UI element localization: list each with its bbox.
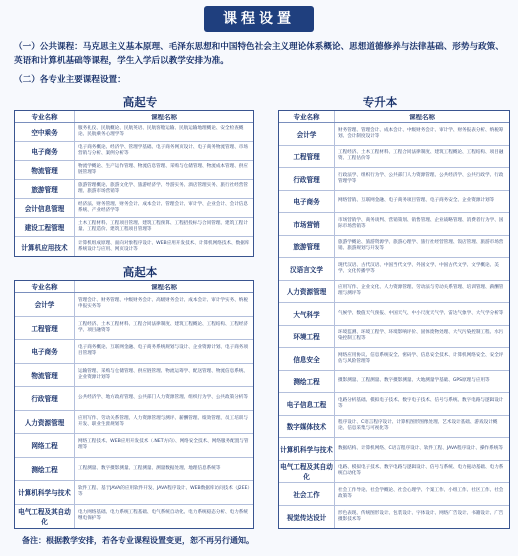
course-list: 物流学概论、生产运作管理、物流信息管理、采购与仓储管理、物流成本管理、供应链管理等: [78, 164, 248, 175]
public-courses-intro: [14, 40, 512, 68]
major-name: 人力资源管理: [15, 411, 75, 434]
table-row: [15, 142, 253, 161]
header-course: 课程名称: [151, 283, 177, 290]
course-list: 经济法、财务管理、财务会计、成本会计、管理会计、审计学、企业会计、会计信息系统、产业经济学等: [78, 202, 248, 213]
major-name: 视觉传达设计: [279, 506, 335, 529]
table-header: [15, 111, 253, 123]
major-name: 行政管理: [279, 168, 335, 190]
table-row: [15, 434, 253, 458]
table-row: [15, 411, 253, 435]
major-name: 物流管理: [15, 364, 75, 387]
course-list: 社会工作导论、社会学概论、社会心理学、个案工作、小组工作、社区工作、社会政策等: [338, 487, 504, 499]
table-row: [279, 461, 509, 484]
course-list: 电子商务概论、互联网金融、电子商务系统规划与设计、企业资源计划、电子商务项目管理等: [78, 345, 248, 357]
course-list: 程序设计、C语言程序设计、计算机图形图像处理、艺术设计基础、游戏设计概论、信息采集与可视化等: [338, 420, 498, 432]
major-name: 信息安全: [279, 348, 335, 370]
major-name: 会计学: [15, 293, 75, 316]
major-name: 电气工程及其自动化: [279, 461, 335, 483]
major-name: 大气科学: [279, 303, 335, 325]
course-list: 财务管理、管理会计、成本会计、中级财务会计、审计学、财务报表分析、纳税筹划、会计制度设计等: [338, 127, 504, 139]
zhuanshengben-table: [278, 110, 510, 529]
gaoqiben-title: 高起本: [122, 265, 158, 279]
table-row: [279, 236, 509, 259]
major-name: 空中乘务: [15, 123, 75, 141]
table-row: [15, 218, 253, 237]
course-list: 工程经济、土木工程材料、工程合同法律制度、建筑工程概论、工程结构、工程经济学、项目融资等: [78, 321, 248, 333]
major-name: 电子商务: [15, 142, 75, 160]
course-list: 数据结构、计算机网络、C语言程序设计、软件工程、JAVA程序设计、操作系统等: [338, 445, 503, 451]
major-name: 电子信息工程: [279, 393, 335, 415]
table-row: [279, 281, 509, 304]
table-row: [279, 438, 509, 461]
course-list: 软件工程、基于JAVA的应用软件开发、JAVA程序设计、WEB数据库访问技术（J2EE）等: [78, 486, 250, 498]
table-row: [15, 458, 253, 482]
major-name: 环境工程: [279, 326, 335, 348]
major-name: 电子商务: [279, 191, 335, 213]
course-list: 网络应用协议、信息系统安全、密码学、信息安全技术、计算机网络安全、安全评估与风险管理等: [338, 352, 504, 364]
major-name: 会计学: [279, 123, 335, 145]
table-row: [279, 213, 509, 236]
major-name: 数字媒体技术: [279, 416, 335, 438]
course-list: 公共经济学、地方政府管理、公共部门人力资源管理、组织行为学、公共政策分析等: [78, 395, 248, 401]
header-course: 课程名称: [151, 113, 177, 120]
course-list: 工程经济、土木工程材料、工程合同法律制度、建筑工程概论、工程结构、项目融资、工程估价等: [338, 150, 504, 162]
header-major: 专业名称: [279, 111, 335, 122]
table-row: [15, 199, 253, 218]
course-list: 电子商务概论、经济学、管理学基础、电子商务网页设计、电子商务物流管理、市场营销与分析、案例分析等: [78, 145, 248, 156]
course-list: 服务礼仪、民航概论、民航英语、民航客舱运输、民航运输地理概论、安全检查概论、民航乘务心理学等: [78, 126, 244, 137]
course-list: 环境监测、环境工程学、环境影响评价、固体废物处理、大气污染控制工程、水污染控制工程等: [338, 330, 504, 342]
course-list: 电路、模拟电子技术、数字电路与逻辑设计、信号与系统、电力拖动基础、电力系统自动化等: [338, 465, 504, 477]
table-row: [279, 416, 509, 439]
table-row: [15, 293, 253, 317]
course-list: 行政法学、组织行为学、公共部门人力资源管理、公共经济学、公共行政学、行政管理学等: [338, 172, 504, 184]
table-header: [15, 281, 253, 293]
major-name: 旅游管理: [15, 180, 75, 198]
header-major: 专业名称: [15, 281, 75, 292]
header-course: 课程名称: [409, 113, 435, 120]
table-row: [15, 340, 253, 364]
major-name: 网络工程: [15, 434, 75, 457]
major-name: 汉语言文学: [279, 258, 335, 280]
table-row: [15, 237, 253, 256]
course-list: 气候学、数值天气预报、中国天气、中小尺度天气学、雷达气象学、大气学分析等: [338, 310, 504, 316]
major-name: 测绘工程: [279, 371, 335, 393]
gaoqizhuan-title: 高起专: [122, 95, 158, 109]
major-name: 工程管理: [15, 317, 75, 340]
header-major: 专业名称: [15, 111, 75, 122]
table-header: [279, 111, 509, 123]
table-row: [279, 168, 509, 191]
gaoqiben-table: [14, 280, 254, 529]
table-row: [279, 191, 509, 214]
course-list: 市场营销学、商务谈判、营销策划、销售管理、企业战略管理、消费者行为学、国际市场营销等: [338, 217, 504, 229]
major-name: 测绘工程: [15, 458, 75, 481]
course-list: 管理会计、财务管理、中级财务会计、高级财务会计、成本会计、审计学实务、纳税申报实务等: [78, 298, 248, 310]
major-name: 社会工作: [279, 483, 335, 505]
major-name: 行政管理: [15, 387, 75, 410]
course-list: 现代汉语、古代汉语、中国当代文学、外国文学、中国古代文学、文学概论、美学、文化传播学等: [338, 262, 499, 274]
table-row: [15, 123, 253, 142]
table-row: [15, 481, 253, 505]
table-row: [15, 387, 253, 411]
gaoqizhuan-table: [14, 110, 254, 257]
major-courses-heading: （二）各专业主要课程设置：: [14, 75, 126, 85]
course-list: 电力网络基础、电力系统工程基础、电气系统自动化、电力系统稳态分析、电力系统继电保护等: [78, 510, 248, 522]
table-row: [279, 258, 509, 281]
course-list: 运输管理、采购与仓储管理、供应链管理、物流运筹学、配送管理、物流信息系统、企业资源计划等: [78, 368, 248, 380]
table-row: [279, 303, 509, 326]
table-row: [15, 180, 253, 199]
public-courses-text: 马克思主义基本原理、毛泽东思想和中国特色社会主义理论体系概论、思想道德修养与法律基础、形势与政策、英语和计算机基础等课程，学生入学后以教学安排为准。: [14, 42, 504, 66]
table-row: [279, 348, 509, 371]
major-name: 旅游管理: [279, 236, 335, 258]
course-list: 旅游管理概论、旅游文化学、旅游经济学、导游实务、酒店管理实务、旅行社经营管理、旅游市场营销等: [78, 183, 248, 194]
table-row: [279, 506, 509, 529]
major-name: 计算机科学与技术: [15, 481, 75, 504]
major-name: 人力资源管理: [279, 281, 335, 303]
course-list: 计算机组成原理、面向对象程序设计、WEB应用开发技术、计算机网络技术、数据库系统设计与应用、网页设计等: [78, 240, 250, 252]
course-list: 形色表现、传统图形设计、包装设计、字体设计、网络广告设计、书籍设计、广告摄影技术等: [338, 510, 504, 522]
table-row: [279, 123, 509, 146]
table-row: [15, 364, 253, 388]
page-title: 课程设置: [204, 6, 314, 32]
table-row: [279, 146, 509, 169]
major-name: 电子商务: [15, 340, 75, 363]
course-list: 土木工程材料、工程项目管理、建筑工程预算、工程招投标与合同管理、建筑工程计量、工程造价、建筑工程项目管理等: [78, 221, 248, 232]
major-name: 物流管理: [15, 161, 75, 179]
table-row: [15, 505, 253, 529]
major-name: 市场营销: [279, 213, 335, 235]
zhuanshengben-title: 专升本: [362, 95, 398, 109]
course-list: 网络营销、互联网金融、电子商务项目管理、电子商务安全、企业资源计划等: [338, 198, 495, 204]
table-row: [279, 326, 509, 349]
course-list: 旅游学概论、旅游资源学、旅游心理学、旅行社经营管理、饭店管理、旅游市场营销、旅游规划与开发等: [338, 240, 504, 252]
major-name: 会计信息管理: [15, 199, 75, 217]
table-row: [15, 317, 253, 341]
table-row: [15, 161, 253, 180]
major-name: 计算机应用技术: [15, 237, 75, 256]
major-name: 电气工程及其自动化: [15, 505, 75, 529]
major-name: 建设工程管理: [15, 218, 75, 236]
major-name: 计算机科学与技术: [279, 438, 335, 460]
course-list: 电路分析基础、模拟电子技术、数字电子技术、信号与系统、数字电路与逻辑设计等: [338, 397, 504, 409]
major-name: 工程管理: [279, 146, 335, 168]
course-list: 网络工程技术、WEB应用开发技术（.NET方向）、网络安全技术、网络服务配置与管理等: [78, 439, 249, 451]
course-list: 工程测量、数字摄影测量、工程测量、测量数据处理、地理信息系统等: [78, 465, 221, 471]
course-list: 应用写作、劳动关系管理、人力资源管理与测评、薪酬管理、绩效管理、员工培训与开发、职业生涯规划等: [78, 415, 248, 427]
table-row: [279, 483, 509, 506]
course-list: 应用写作、企业文化、人力资源管理、劳动法与劳动关系管理、培训管理、薪酬管理与测评等: [338, 285, 504, 297]
table-row: [279, 393, 509, 416]
footnote: 备注：根据教学安排，若各专业课程设置变更，恕不再另行通知。: [22, 536, 254, 545]
public-courses-label: （一）公共课程：: [14, 42, 83, 52]
course-list: 摄影测量、工程测量、数字摄影测量、大地测量学基础、GPS原理与应用等: [338, 378, 490, 384]
table-row: [279, 371, 509, 394]
